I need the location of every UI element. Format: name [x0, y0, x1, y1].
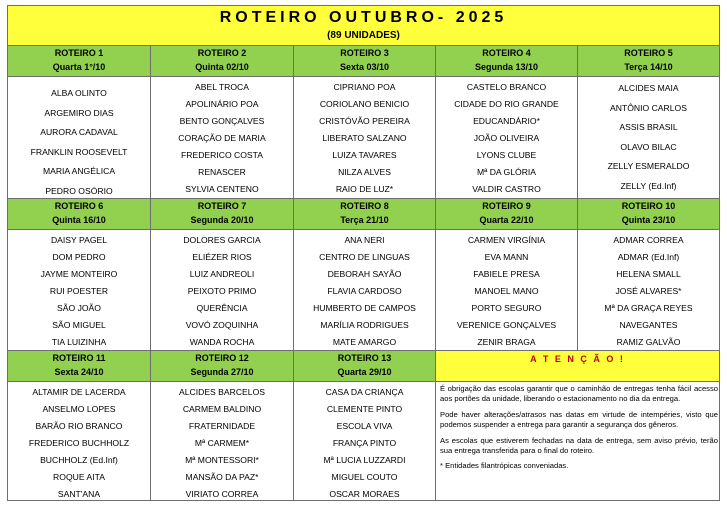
- school-item: VOVÓ ZOQUINHA: [185, 320, 259, 330]
- units-count: (89 UNIDADES): [327, 30, 400, 41]
- school-item: ASSIS BRASIL: [619, 122, 678, 132]
- school-item: JOSÉ ALVARES*: [615, 286, 682, 296]
- school-item: ESCOLA VIVA: [336, 421, 393, 431]
- school-item: MATE AMARGO: [332, 337, 397, 347]
- school-item: MARIA ANGÉLICA: [42, 166, 116, 176]
- school-item: WANDA ROCHA: [189, 337, 255, 347]
- route-date: Quinta 23/10: [621, 215, 676, 225]
- school-item: LUIZ ANDREOLI: [189, 269, 255, 279]
- school-item: QUERÊNCIA: [196, 303, 248, 313]
- route-6: [8, 199, 151, 350]
- school-item: DOLORES GARCIA: [183, 235, 261, 245]
- school-item: BUCHHOLZ (Ed.Inf): [40, 455, 118, 465]
- route-label: ROTEIRO 1: [54, 48, 104, 58]
- notice-box: [436, 351, 719, 500]
- school-list: [151, 232, 293, 351]
- route-label: ROTEIRO 10: [621, 201, 676, 211]
- school-item: ALCIDES BARCELOS: [179, 387, 265, 397]
- school-item: MIGUEL COUTO: [331, 472, 398, 482]
- school-list: [436, 232, 577, 351]
- school-item: DOM PEDRO: [52, 252, 106, 262]
- school-list: [151, 384, 293, 503]
- route-row-3: [8, 351, 719, 500]
- route-5: [578, 46, 719, 198]
- school-item: RAIO DE LUZ*: [335, 184, 394, 194]
- school-list: [8, 84, 150, 201]
- school-item: Mª DA GLÓRIA: [476, 167, 537, 177]
- notice-body: [440, 384, 718, 477]
- school-item: JAYME MONTEIRO: [40, 269, 118, 279]
- school-item: FREDERICO BUCHHOLZ: [28, 438, 130, 448]
- route-label: ROTEIRO 4: [482, 48, 531, 58]
- school-list: [294, 79, 435, 198]
- route-header: [436, 46, 577, 77]
- school-item: HELENA SMALL: [616, 269, 681, 279]
- notice-title: A T E N Ç Ã O !: [530, 354, 625, 364]
- school-item: ALBA OLINTO: [51, 88, 107, 98]
- school-item: Mª LUCIA LUZZARDI: [323, 455, 406, 465]
- school-item: ADMAR (Ed.Inf): [617, 252, 680, 262]
- school-item: MANOEL MANO: [474, 286, 539, 296]
- route-13: [294, 351, 436, 500]
- route-date: Quarta 22/10: [479, 215, 534, 225]
- school-item: CORAÇÃO DE MARIA: [178, 133, 266, 143]
- route-10: [578, 199, 719, 350]
- school-item: NILZA ALVES: [338, 167, 391, 177]
- school-item: CENTRO DE LINGUAS: [319, 252, 410, 262]
- school-item: CRISTÓVÃO PEREIRA: [319, 116, 410, 126]
- school-item: ANTÔNIO CARLOS: [610, 102, 687, 113]
- school-item: FREDERICO COSTA: [181, 150, 263, 160]
- school-item: VALDIR CASTRO: [472, 184, 541, 194]
- route-4: [436, 46, 578, 198]
- route-date: Segunda 27/10: [190, 367, 254, 377]
- route-date: Quinta 16/10: [52, 215, 106, 225]
- route-9: [436, 199, 578, 350]
- school-item: ZENIR BRAGA: [477, 337, 536, 347]
- route-label: ROTEIRO 7: [197, 201, 247, 211]
- school-item: CASTELO BRANCO: [466, 82, 547, 92]
- school-item: ROQUE AITA: [53, 472, 105, 482]
- school-item: TIA LUIZINHA: [51, 337, 107, 347]
- school-item: MARÍLIA RODRIGUES: [320, 320, 409, 330]
- notice-footnote: * Entidades filantrópicas conveniadas.: [440, 461, 569, 471]
- route-label: ROTEIRO 13: [337, 353, 392, 363]
- school-item: PEDRO OSÓRIO: [45, 185, 113, 196]
- school-item: CIPRIANO POA: [333, 82, 396, 92]
- school-item: ARGEMIRO DIAS: [44, 107, 114, 118]
- school-item: CIDADE DO RIO GRANDE: [454, 99, 559, 109]
- school-item: RENASCER: [198, 167, 246, 177]
- school-item: HUMBERTO DE CAMPOS: [313, 303, 416, 313]
- school-item: ANSELMO LOPES: [42, 404, 116, 414]
- school-item: JOÃO OLIVEIRA: [473, 133, 540, 143]
- school-item: SÃO MIGUEL: [52, 320, 106, 330]
- notice-paragraph: As escolas que estiverem fechadas na data de entrega, sem aviso prévio, terão sua entrega transferida para o final do roteiro.: [440, 435, 718, 456]
- school-item: EDUCANDÁRIO*: [473, 116, 540, 126]
- school-item: AURORA CADAVAL: [40, 127, 118, 137]
- notice-paragraph: Pode haver alterações/atrasos nas datas em virtude de intempéries, visto que podemos suspender a entrega para garantir a segurança dos gêneros.: [440, 409, 718, 430]
- route-label: ROTEIRO 8: [340, 201, 389, 211]
- school-item: Mª CARMEM*: [194, 438, 250, 448]
- title-bar: [8, 6, 719, 46]
- route-row-2: [8, 199, 719, 350]
- school-item: LYONS CLUBE: [476, 150, 537, 160]
- route-7: [151, 199, 294, 350]
- route-header: [578, 46, 719, 77]
- school-item: SYLVIA CENTENO: [185, 184, 259, 194]
- route-label: ROTEIRO 9: [482, 201, 531, 211]
- route-header: [436, 199, 577, 230]
- school-item: CORIOLANO BENICIO: [319, 99, 410, 109]
- school-item: OSCAR MORAES: [329, 489, 400, 499]
- notice-header: [436, 351, 719, 382]
- route-row-1: [8, 46, 719, 198]
- route-date: Quarta 29/10: [337, 367, 392, 377]
- school-item: FABIELE PRESA: [473, 269, 540, 279]
- schedule-sheet: [7, 5, 720, 501]
- school-item: CASA DA CRIANÇA: [325, 387, 404, 397]
- school-item: ADMAR CORREA: [613, 235, 684, 245]
- route-label: ROTEIRO 3: [340, 48, 389, 58]
- notice-paragraph: É obrigação das escolas garantir que o caminhão de entregas tenha fácil acesso aos portões da unidade, liberando o estacionamento no dia da entrega.: [440, 384, 718, 404]
- school-item: APOLINÁRIO POA: [185, 99, 259, 109]
- route-header: [294, 351, 435, 382]
- school-item: ALTAMIR DE LACERDA: [32, 387, 126, 397]
- school-item: ABEL TROCA: [195, 82, 249, 92]
- route-8: [294, 199, 436, 350]
- route-header: [151, 199, 293, 230]
- route-12: [151, 351, 294, 500]
- route-date: Segunda 20/10: [190, 215, 254, 225]
- school-item: Mª MONTESSORI*: [185, 455, 259, 465]
- school-list: [151, 79, 293, 198]
- school-item: PEIXOTO PRIMO: [187, 286, 257, 296]
- school-item: FLAVIA CARDOSO: [327, 286, 402, 296]
- route-label: ROTEIRO 5: [624, 48, 673, 58]
- route-date: Terça 21/10: [340, 215, 389, 225]
- route-header: [8, 351, 150, 382]
- route-header: [8, 46, 150, 77]
- route-header: [8, 199, 150, 230]
- school-item: SANT'ANA: [57, 489, 101, 499]
- school-item: VERENICE GONÇALVES: [456, 320, 557, 330]
- school-list: [8, 232, 150, 351]
- school-item: CARMEM BALDINO: [182, 404, 262, 414]
- route-3: [294, 46, 436, 198]
- route-date: Sexta 24/10: [54, 367, 104, 377]
- school-list: [578, 232, 719, 351]
- school-item: DAISY PAGEL: [50, 235, 108, 245]
- school-item: MANSÃO DA PAZ*: [185, 472, 259, 482]
- route-header: [578, 199, 719, 230]
- school-item: PORTO SEGURO: [471, 303, 542, 313]
- school-item: LUIZA TAVARES: [332, 150, 397, 160]
- route-11: [8, 351, 151, 500]
- school-list: [8, 384, 150, 503]
- school-list: [578, 79, 719, 196]
- school-item: ZELLY (Ed.Inf): [620, 180, 677, 191]
- school-item: RAMIZ GALVÃO: [616, 337, 681, 347]
- school-item: DEBORAH SAYÃO: [327, 269, 402, 279]
- school-item: LIBERATO SALZANO: [322, 133, 407, 143]
- school-item: ZELLY ESMERALDO: [607, 161, 690, 171]
- route-2: [151, 46, 294, 198]
- route-1: [8, 46, 151, 198]
- school-item: ELIÉZER RIOS: [192, 252, 252, 262]
- school-item: BENTO GONÇALVES: [179, 116, 265, 126]
- route-header: [151, 46, 293, 77]
- school-item: FRANÇA PINTO: [332, 438, 397, 448]
- route-date: Sexta 03/10: [339, 62, 390, 72]
- school-list: [436, 79, 577, 198]
- route-date: Quinta 02/10: [195, 62, 249, 72]
- school-item: BARÃO RIO BRANCO: [35, 421, 123, 431]
- school-item: CLEMENTE PINTO: [326, 404, 403, 414]
- school-item: FRANKLIN ROOSEVELT: [30, 146, 128, 157]
- page-title: ROTEIRO OUTUBRO- 2025: [219, 9, 508, 26]
- route-date: Quarta 1°/10: [52, 62, 106, 72]
- route-label: ROTEIRO 12: [195, 353, 249, 363]
- route-header: [294, 46, 435, 77]
- route-label: ROTEIRO 2: [197, 48, 247, 58]
- school-item: VIRIATO CORREA: [185, 489, 259, 499]
- route-label: ROTEIRO 6: [54, 201, 104, 211]
- school-item: NAVEGANTES: [619, 320, 678, 330]
- route-date: Terça 14/10: [624, 62, 673, 72]
- school-item: RUI POESTER: [49, 286, 109, 296]
- route-date: Segunda 13/10: [474, 62, 539, 72]
- school-item: EVA MANN: [484, 252, 529, 262]
- school-item: ANA NERI: [344, 235, 385, 245]
- route-label: ROTEIRO 11: [52, 353, 106, 363]
- school-item: SÃO JOÃO: [57, 303, 101, 313]
- route-header: [294, 199, 435, 230]
- school-item: CARMEN VIRGÍNIA: [467, 235, 546, 245]
- school-list: [294, 384, 435, 503]
- school-item: OLAVO BILAC: [620, 141, 677, 152]
- school-list: [294, 232, 435, 351]
- school-item: FRATERNIDADE: [188, 421, 256, 431]
- route-header: [151, 351, 293, 382]
- school-item: Mª DA GRAÇA REYES: [604, 303, 693, 313]
- school-item: ALCIDES MAIA: [618, 83, 679, 93]
